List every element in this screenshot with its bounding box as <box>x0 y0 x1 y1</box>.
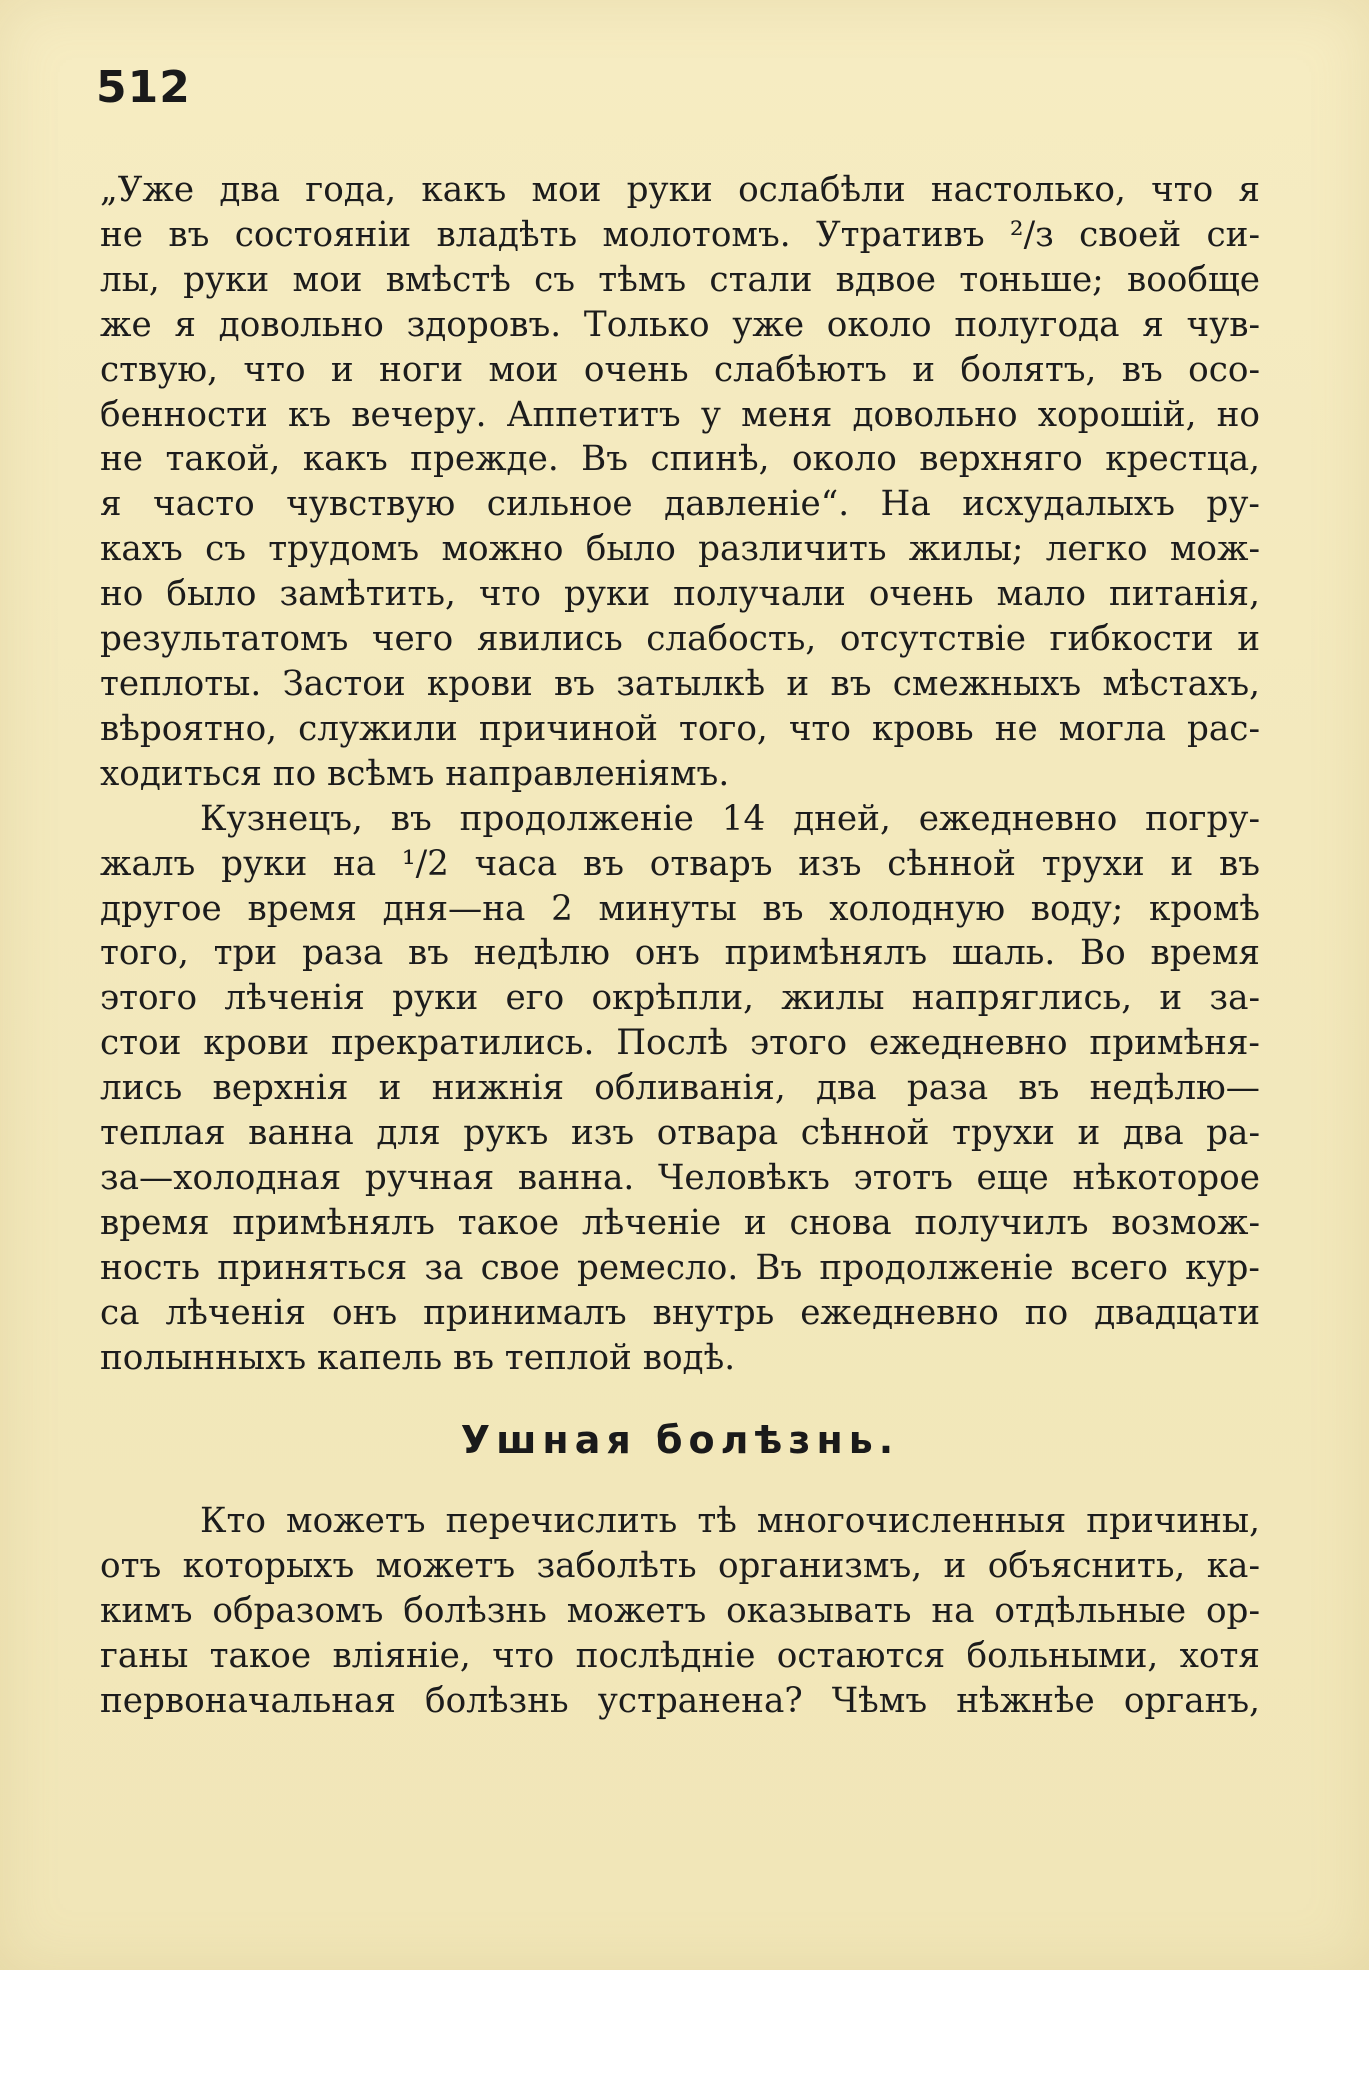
text-line: ганы такое вліяніе, что послѣдніе остаются больными, хотя <box>100 1636 1260 1677</box>
text-line: кахъ съ трудомъ можно было различить жилы; легко мож- <box>100 529 1260 570</box>
text-line: результатомъ чего явились слабость, отсутствіе гибкости и <box>100 619 1260 660</box>
paragraph-1 <box>100 168 1260 797</box>
text-line: вѣроятно, служили причиной того, что кровь не могла рас- <box>100 708 1260 749</box>
text-line: ходиться по всѣмъ направленіямъ. <box>100 753 730 794</box>
page-number: 512 <box>96 62 191 113</box>
text-line: лись верхнія и нижнія обливанія, два раза въ недѣлю— <box>100 1068 1260 1109</box>
text-line: кимъ образомъ болѣзнь можетъ оказывать на отдѣльные ор- <box>100 1591 1260 1632</box>
text-line: же я довольно здоровъ. Только уже около полугода я чув- <box>100 304 1260 345</box>
text-line: Кто можетъ перечислить тѣ многочисленныя причины, <box>200 1501 1260 1542</box>
text-line: я часто чувствую сильное давленіе“. На исхудалыхъ ру- <box>100 484 1260 525</box>
text-line: отъ которыхъ можетъ заболѣть организмъ, и объяснить, ка- <box>100 1546 1260 1587</box>
text-line: бенности къ вечеру. Аппетитъ у меня довольно хорошій, но <box>100 394 1260 435</box>
text-line: этого лѣченія руки его окрѣпли, жилы напряглись, и за- <box>100 978 1260 1019</box>
body-text <box>100 168 1260 1724</box>
text-line: первоначальная болѣзнь устранена? Чѣмъ нѣжнѣе органъ, <box>100 1681 1260 1721</box>
text-line: другое время дня—на 2 минуты въ холодную воду; кромѣ <box>100 888 1260 929</box>
text-line: не въ состояніи владѣть молотомъ. Утративъ ²/з своей си- <box>100 214 1260 255</box>
text-line: жалъ руки на ¹/2 часа въ отваръ изъ сѣнной трухи и въ <box>100 843 1260 884</box>
text-line: „Уже два года, какъ мои руки ослабѣли настолько, что я <box>100 170 1260 210</box>
text-line: того, три раза въ недѣлю онъ примѣнялъ шаль. Во время <box>100 933 1260 974</box>
text-line: ствую, что и ноги мои очень слабѣютъ и болятъ, въ осо- <box>100 349 1260 390</box>
paragraph-3 <box>100 1499 1260 1724</box>
text-line: не такой, какъ прежде. Въ спинѣ, около верхняго крестца, <box>100 439 1260 480</box>
text-line: Кузнецъ, въ продолженіе 14 дней, ежедневно погру- <box>200 798 1260 839</box>
text-line: полынныхъ капель въ теплой водѣ. <box>100 1337 736 1378</box>
text-line: но было замѣтить, что руки получали очень мало питанія, <box>100 574 1260 615</box>
text-line: теплоты. Застои крови въ затылкѣ и въ смежныхъ мѣстахъ, <box>100 663 1260 704</box>
text-line: ность приняться за свое ремесло. Въ продолженіе всего кур- <box>100 1247 1260 1288</box>
paragraph-2 <box>100 797 1260 1381</box>
text-line: теплая ванна для рукъ изъ отвара сѣнной трухи и два ра- <box>100 1113 1260 1154</box>
text-line: за—холодная ручная ванна. Человѣкъ этотъ еще нѣкоторое <box>100 1157 1260 1198</box>
text-line: лы, руки мои вмѣстѣ съ тѣмъ стали вдвое тоньше; вообще <box>100 259 1260 300</box>
text-line: са лѣченія онъ принималъ внутрь ежедневно по двадцати <box>100 1292 1260 1333</box>
text-line: стои крови прекратились. Послѣ этого ежедневно примѣня- <box>100 1023 1260 1064</box>
text-line: время примѣнялъ такое лѣченіе и снова получилъ возмож- <box>100 1202 1260 1243</box>
section-heading: Ушная болѣзнь. <box>460 1418 900 1463</box>
